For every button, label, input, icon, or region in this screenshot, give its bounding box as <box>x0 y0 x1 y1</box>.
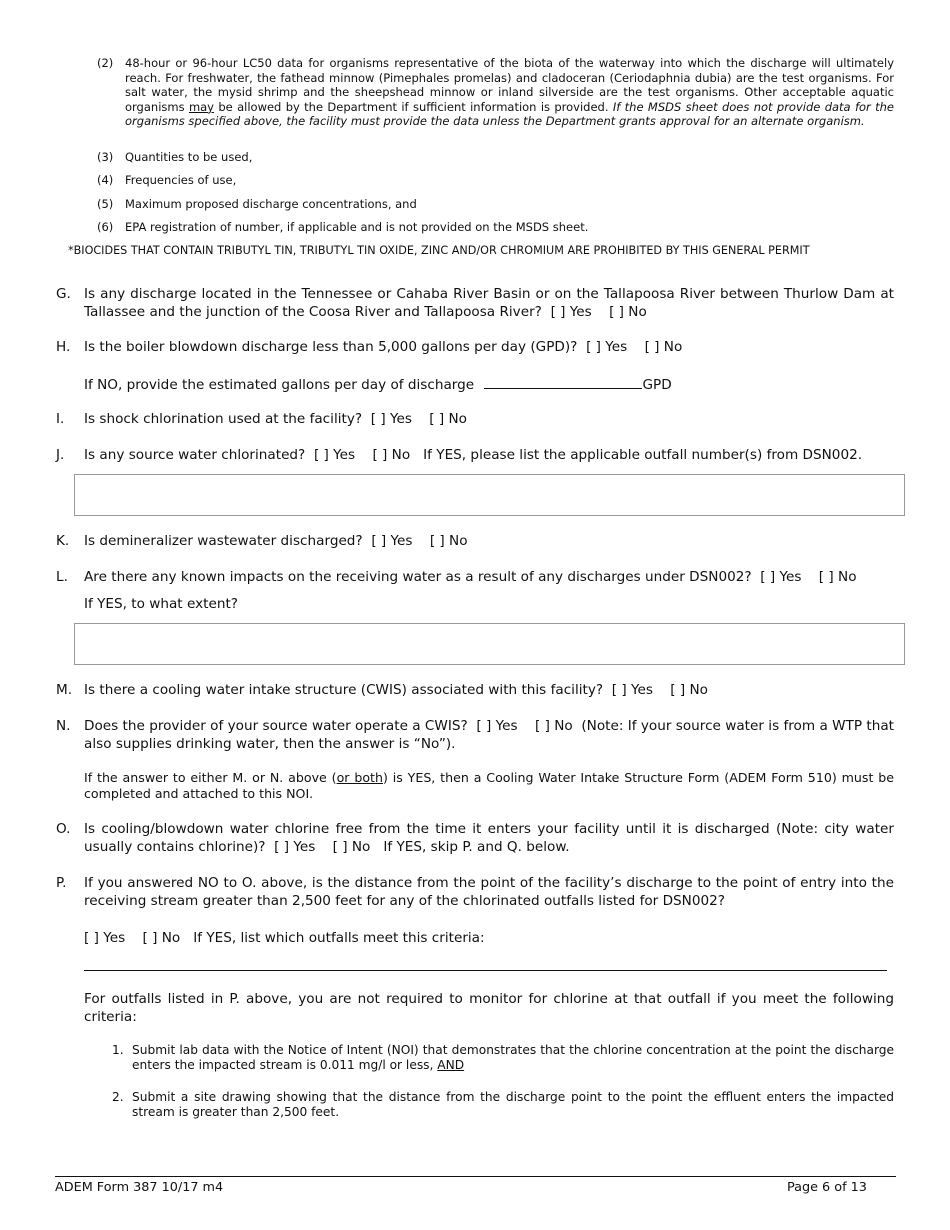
gpd-line: If NO, provide the estimated gallons per day of discharge GPD <box>84 377 672 393</box>
outfall-criteria-line: [ ] Yes [ ] No If YES, list which outfalls meet this criteria: <box>84 930 485 946</box>
question-letter: G. <box>56 286 71 302</box>
biocide-item-6: (6) EPA registration of number, if applicable and is not provided on the MSDS sheet. <box>97 220 589 234</box>
yes-checkbox[interactable]: [ ] Yes <box>550 304 592 320</box>
question-p: P. If you answered NO to O. above, is the distance from the point of the facility’s discharge to the point of entry into the receiving stream greater than 2,500 feet for any of the chlorinated outfalls listed for DSN002? <box>56 875 894 909</box>
question-l: L. Are there any known impacts on the receiving water as a result of any discharges under DSN002? [ ] Yes [ ] No <box>56 569 857 585</box>
question-g: G. Is any discharge located in the Tennessee or Cahaba River Basin or on the Tallapoosa River between Thurlow Dam at Tallassee and the junction of the Coosa River and Tallapoosa River? [ ] Yes [ ] No <box>56 286 894 320</box>
biocide-prohibition: *BIOCIDES THAT CONTAIN TRIBUTYL TIN, TRIBUTYL TIN OXIDE, ZINC AND/OR CHROMIUM ARE PROHIBITED BY THIS GENERAL PERMIT <box>68 244 810 257</box>
no-checkbox[interactable]: [ ] No <box>609 304 647 320</box>
gpd-input[interactable] <box>484 375 642 389</box>
yes-checkbox[interactable]: [ ] Yes <box>370 411 412 427</box>
item-text: 48-hour or 96-hour LC50 data for organisms representative of the biota of the waterway into which the discharge will ultimately reach. For freshwater, the fathead minnow (Pimephales promelas) and cladoceran (Ceriodaphnia dubia) are the test organisms. For salt water, the mysid shrimp and the sheepshead minnow or inland silverside are the test organisms. Other acceptable aquatic organisms may be allowed by the Department if sufficient information is provided. If the MSDS sheet does not provide data for the organisms specified above, the facility must provide the data unless the Department grants approval for an alternate organism. <box>125 56 894 129</box>
biocide-item-3: (3) Quantities to be used, <box>97 150 253 164</box>
criteria-item-2: 2. Submit a site drawing showing that the distance from the discharge point to the point the effluent enters the impacted stream is greater than 2,500 feet. <box>112 1090 894 1120</box>
footer-divider <box>55 1176 896 1177</box>
item-number: (2) <box>97 56 114 70</box>
yes-checkbox[interactable]: [ ] Yes <box>476 718 518 734</box>
yes-checkbox[interactable]: [ ] Yes <box>313 447 356 463</box>
no-checkbox[interactable]: [ ] No <box>670 682 708 698</box>
yes-checkbox[interactable]: [ ] Yes <box>760 569 802 585</box>
question-n: N. Does the provider of your source water operate a CWIS? [ ] Yes [ ] No (Note: If your source water is from a WTP that also supplies drinking water, then the answer is “No”). <box>56 718 894 752</box>
yes-checkbox[interactable]: [ ] Yes <box>274 839 316 855</box>
biocide-item-4: (4) Frequencies of use, <box>97 173 237 187</box>
yes-checkbox[interactable]: [ ] Yes <box>611 682 653 698</box>
footer-page-number: Page 6 of 13 <box>787 1180 867 1195</box>
impact-extent-field[interactable] <box>74 623 905 665</box>
no-checkbox[interactable]: [ ] No <box>644 339 683 355</box>
question-o: O. Is cooling/blowdown water chlorine free from the time it enters your facility until it is discharged (Note: city water usually contains chlorine)? [ ] Yes [ ] No If YES, skip P. and Q. below. <box>56 821 894 855</box>
no-checkbox[interactable]: [ ] No <box>332 839 371 855</box>
yes-checkbox[interactable]: [ ] Yes <box>586 339 628 355</box>
yes-checkbox[interactable]: [ ] Yes <box>84 930 126 946</box>
and-underlined: AND <box>437 1058 465 1073</box>
question-m: M. Is there a cooling water intake structure (CWIS) associated with this facility? [ ] Yes [ ] No <box>56 682 708 698</box>
yes-checkbox[interactable]: [ ] Yes <box>371 533 413 549</box>
criteria-intro: For outfalls listed in P. above, you are not required to monitor for chlorine at that outfall if you meet the following criteria: <box>84 991 894 1025</box>
footer-form-id: ADEM Form 387 10/17 m4 <box>55 1180 224 1195</box>
impact-extent-label: If YES, to what extent? <box>84 596 238 612</box>
no-checkbox[interactable]: [ ] No <box>429 411 467 427</box>
may-underlined: may <box>188 99 214 114</box>
no-checkbox[interactable]: [ ] No <box>534 718 573 734</box>
outfall-numbers-field[interactable] <box>74 474 905 516</box>
criteria-item-1: 1. Submit lab data with the Notice of Intent (NOI) that demonstrates that the chlorine concentration at the point the discharge enters the impacted stream is 0.011 mg/l or less, AND <box>112 1043 894 1073</box>
msds-note: If the MSDS sheet does not provide data for the organisms specified above, the facility must provide the data unless the Department grants approval for an alternate organism. <box>125 99 894 129</box>
cwis-form-note: If the answer to either M. or N. above (or both) is YES, then a Cooling Water Intake Structure Form (ADEM Form 510) must be completed and attached to this NOI. <box>84 770 894 801</box>
question-j: J. Is any source water chlorinated? [ ] Yes [ ] No If YES, please list the applicable outfall number(s) from DSN002. <box>56 447 863 463</box>
biocide-item-2 <box>97 56 894 129</box>
question-k: K. Is demineralizer wastewater discharged? [ ] Yes [ ] No <box>56 533 468 549</box>
no-checkbox[interactable]: [ ] No <box>429 533 468 549</box>
no-checkbox[interactable]: [ ] No <box>372 447 411 463</box>
no-checkbox[interactable]: [ ] No <box>142 930 181 946</box>
question-h: H. Is the boiler blowdown discharge less than 5,000 gallons per day (GPD)? [ ] Yes [ ] No <box>56 339 683 355</box>
question-i: I. Is shock chlorination used at the facility? [ ] Yes [ ] No <box>56 411 467 427</box>
biocide-item-5: (5) Maximum proposed discharge concentrations, and <box>97 197 417 211</box>
outfall-list-input[interactable] <box>84 970 887 971</box>
no-checkbox[interactable]: [ ] No <box>818 569 857 585</box>
